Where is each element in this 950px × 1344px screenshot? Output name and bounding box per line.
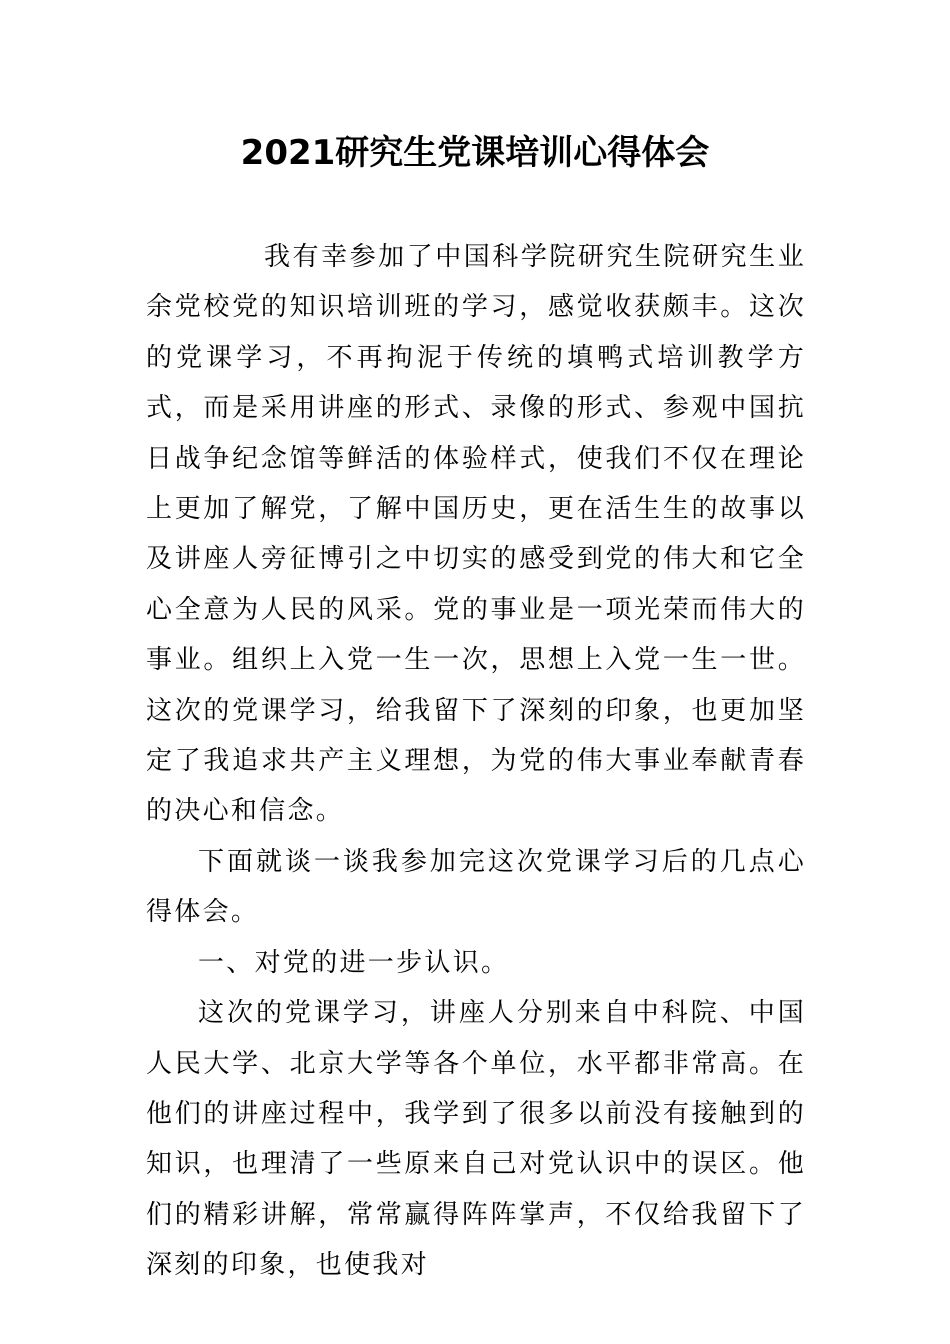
paragraph-section-1: 这次的党课学习，讲座人分别来自中科院、中国人民大学、北京大学等各个单位，水平都非常高。在他们的讲座过程中，我学到了很多以前没有接触到的知识，也理清了一些原来自己对党认识中的误区。他们的精彩讲解，常常赢得阵阵掌声，不仅给我留下了深刻的印象，也使我对 xyxy=(146,998,806,1281)
paragraph-transition: 下面就谈一谈我参加完这次党课学习后的几点心得体会。 xyxy=(146,846,806,928)
section-heading-1: 一、对党的进一步认识。 xyxy=(198,947,510,978)
document-body xyxy=(146,232,806,1291)
paragraph-intro: 我有幸参加了中国科学院研究生院研究生业余党校党的知识培训班的学习，感觉收获颇丰。这次的党课学习，不再拘泥于传统的填鸭式培训教学方式，而是采用讲座的形式、录像的形式、参观中国抗日战争纪念馆等鲜活的体验样式，使我们不仅在理论上更加了解党，了解中国历史，更在活生生的故事以及讲座人旁征博引之中切实的感受到党的伟大和它全心全意为人民的风采。党的事业是一项光荣而伟大的事业。组织上入党一生一次，思想上入党一生一世。这次的党课学习，给我留下了深刻的印象，也更加坚定了我追求共产主义理想，为党的伟大事业奉献青春的决心和信念。 xyxy=(146,242,806,827)
document-title: 2021研究生党课培训心得体会 xyxy=(240,133,710,173)
